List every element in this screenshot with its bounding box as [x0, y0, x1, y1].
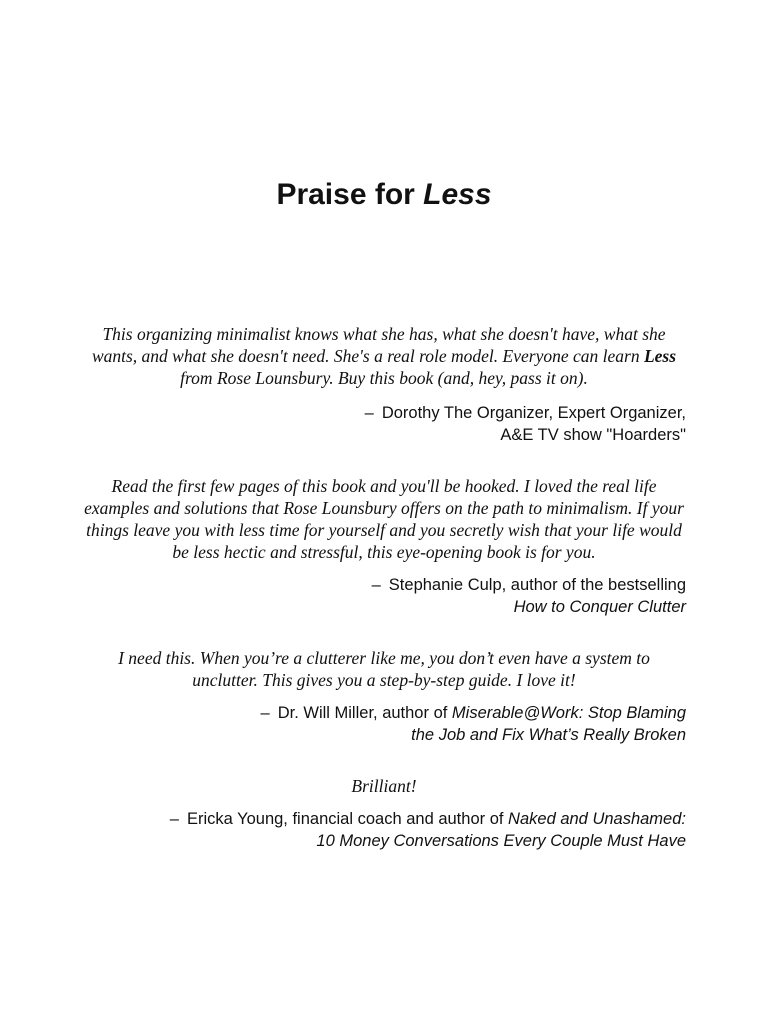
attribution-dash: – [364, 404, 374, 422]
praise-quote-2: Read the first few pages of this book and you'll be hooked. I loved the real life examples and solutions that Rose Lounsbury offers on the path to minimalism. If your things leave you with less time for yourself and you secretly wish that your life would be less hectic and stressful, this eye-opening book is for you. [84, 476, 684, 562]
attribution-dash: – [260, 704, 270, 722]
attribution-author: Ericka Young, financial coach and author of [186, 810, 509, 828]
book-name-inline: Less [643, 346, 677, 366]
praise-attribution-1 [66, 402, 686, 446]
praise-attribution-3 [66, 702, 686, 746]
attribution-work-subtitle: 10 Money Conversations Every Couple Must Have [316, 832, 686, 850]
praise-quote-4: Brilliant! [351, 776, 417, 796]
attribution-work-title: How to Conquer Clutter [513, 598, 686, 616]
praise-attribution-2 [66, 574, 686, 618]
attribution-author: Dr. Will Miller, author of [277, 704, 452, 722]
title-prefix: Praise for [276, 178, 424, 211]
page-title [0, 176, 768, 214]
attribution-author: Dorothy The Organizer, Expert Organizer, [381, 404, 686, 422]
attribution-work-title: Naked and Unashamed: [508, 810, 686, 828]
attribution-show: A&E TV show "Hoarders" [500, 426, 686, 444]
attribution-work-subtitle: the Job and Fix What’s Really Broken [411, 726, 686, 744]
attribution-dash: – [169, 810, 179, 828]
praise-quote-3: I need this. When you’re a clutterer like me, you don’t even have a system to unclutter. This gives you a step-by-step guide. I love it! [118, 648, 650, 690]
attribution-work-title: Miserable@Work: Stop Blaming [451, 704, 686, 722]
title-book-name: Less [423, 178, 492, 211]
praise-quote-1: This organizing minimalist knows what she has, what she doesn't have, what she wants, and what she doesn't need. She's a real role model. Everyone can learn Less from Rose Lounsbury. Buy this book (and, hey, pass it on). [91, 324, 677, 388]
attribution-dash: – [371, 576, 381, 594]
attribution-author: Stephanie Culp, author of the bestselling [388, 576, 686, 594]
praise-attribution-4 [66, 808, 686, 852]
